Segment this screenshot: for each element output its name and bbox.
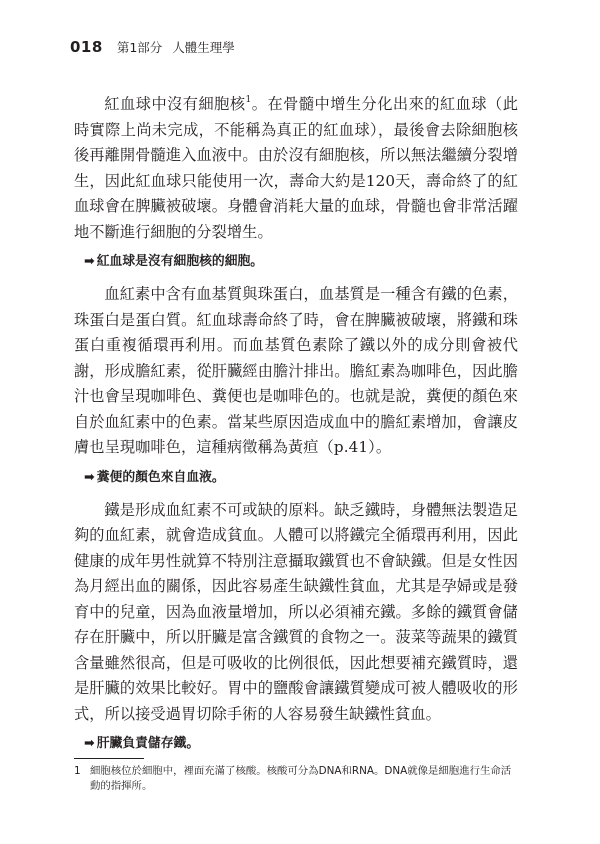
keypoint-2	[74, 468, 518, 488]
arrow-right-icon: ➡	[84, 736, 95, 751]
paragraph-hemoglobin: 血紅素中含有血基質與珠蛋白，血基質是一種含有鐵的色素，珠蛋白是蛋白質。紅血球壽命終了時，會在脾臟被破壞，將鐵和珠蛋白重複循環再利用。而血基質色素除了鐵以外的成分則會被代謝，形成膽紅素，從肝臟經由膽汁排出。膽紅素為咖啡色，因此膽汁也會呈現咖啡色、糞便也是咖啡色的。也就是說，糞便的顏色來自於血紅素中的色素。當某些原因造成血中的膽紅素增加，會讓皮膚也呈現咖啡色，這種病徵稱為黃疸（p.41）。	[74, 285, 518, 456]
keypoint-2-text: 糞便的顏色來自血液。	[96, 469, 225, 485]
footnote	[74, 764, 514, 794]
page-number: 018	[70, 38, 103, 56]
arrow-right-icon: ➡	[84, 469, 95, 485]
running-header	[70, 38, 235, 56]
keypoint-1-text: 紅血球是沒有細胞核的細胞。	[96, 254, 264, 269]
arrow-right-icon: ➡	[84, 254, 95, 269]
paragraph-iron: 鐵是形成血紅素不可或缺的原料。缺乏鐵時，身體無法製造足夠的血紅素，就會造成貧血。人體可以將鐵完全循環再利用，因此健康的成年男性就算不特別注意攝取鐵質也不會缺鐵。但是女性因為月經出血的關係，因此容易產生缺鐵性貧血，尤其是孕婦或是發育中的兒童，因為血液量增加，所以必須補充鐵。多餘的鐵質會儲存在肝臟中，所以肝臟是富含鐵質的食物之一。菠菜等蔬果的鐵質含量雖然很高，但是可吸收的比例很低，因此想要補充鐵質時，還是肝臟的效果比較好。胃中的鹽酸會讓鐵質變成可被人體吸收的形式，所以接受過胃切除手術的人容易發生缺鐵性貧血。	[74, 500, 518, 723]
paragraph-1-start: 紅血球中沒有細胞核	[104, 95, 246, 113]
keypoint-3	[74, 734, 518, 754]
footnote-ref: 1	[245, 95, 252, 105]
chapter-title: 人體生理學	[172, 40, 235, 55]
paragraph-red-blood-cells	[74, 92, 518, 245]
footnote-text: 細胞核位於細胞中，裡面充滿了核酸。核酸可分為DNA和RNA。DNA就像是細胞進行生命活動的指揮所。	[90, 765, 512, 792]
paragraph-1-rest: 。在骨髓中增生分化出來的紅血球（此時實際上尚未完成，不能稱為真正的紅血球），最後會去除細胞核後再離開骨髓進入血液中。由於沒有細胞核，所以無法繼續分裂增生，因此紅血球只能使用一次，壽命大約是120天，壽命終了的紅血球會在脾臟被破壞。身體會消耗大量的血球，骨髓也會非常活躍地不斷進行細胞的分裂增生。	[74, 95, 518, 241]
part-label: 第1部分	[116, 40, 163, 55]
body-text	[74, 92, 518, 764]
keypoint-1	[74, 252, 518, 272]
footnote-number: 1	[74, 765, 81, 777]
footnote-divider	[74, 758, 144, 759]
keypoint-3-text: 肝臟負責儲存鐵。	[96, 736, 200, 751]
